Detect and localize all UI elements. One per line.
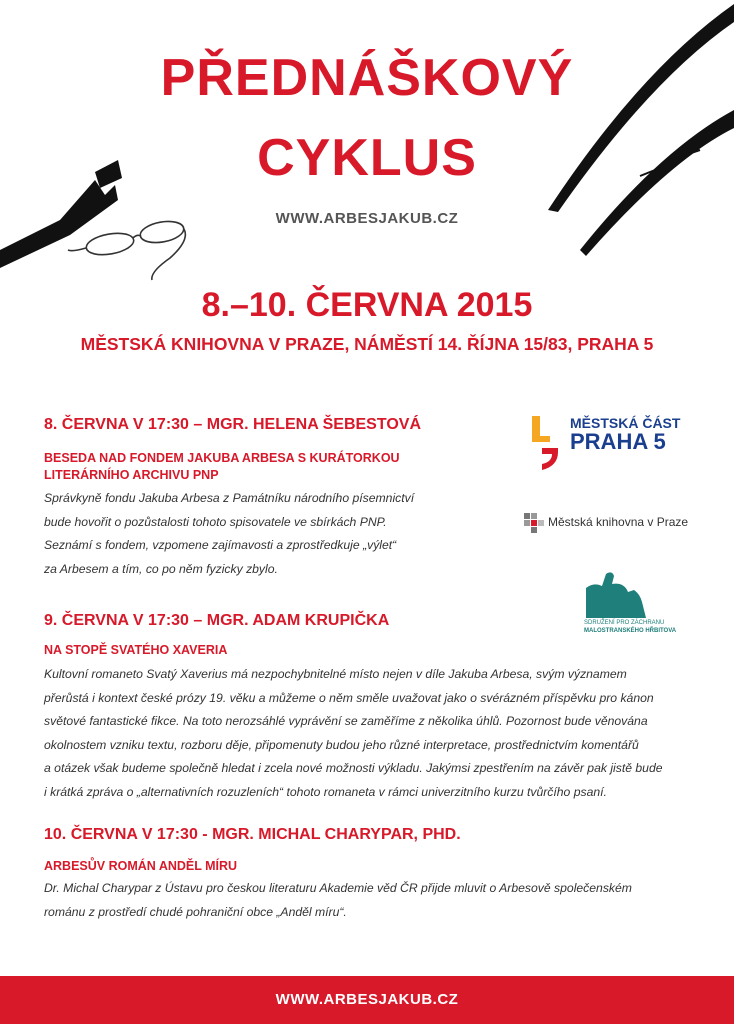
session-3-description [44,877,632,924]
description-line: světové fantastické fikce. Na toto nerozsáhlé vyprávění se zaměříme z několika úhlů. Pozornost bude věnována [44,714,648,728]
footer-website-link[interactable]: WWW.ARBESJAKUB.CZ [275,991,459,1008]
session-1-description [44,487,414,581]
description-line: i krátká zpráva o „alternativních rozuzleních“ tohoto romaneta v rámci univerzitního kurzu tvůrčího psaní. [44,784,607,799]
description-line: bude hovořit o pozůstalosti tohoto spisovatele ve sbírkách PNP. [44,514,387,529]
praha-5-logo [528,412,688,472]
session-2-subtitle: NA STOPĚ SVATÉHO XAVERIA [44,643,228,657]
description-line: přerůstá i kontext české prózy 19. věku a můžeme o něm směle uvažovat jako o svérázném příspěvku pro kánon [44,690,654,705]
description-line: za Arbesem a tím, co po něm fyzicky zbylo. [44,561,278,576]
description-line: Seznámí s fondem, vzpomene zajímavosti a zprostředkuje „výlet“ [44,538,397,552]
website-link[interactable]: WWW.ARBESJAKUB.CZ [275,210,459,227]
session-3-heading: 10. ČERVNA V 17:30 - MGR. MICHAL CHARYPAR, PHD. [44,826,461,843]
description-line: Správkyně fondu Jakuba Arbesa z Památníku národního písemnictví [44,491,415,505]
session-2-description [44,663,663,804]
description-line: Dr. Michal Charypar z Ústavu pro českou literaturu Akademie věd ČR přijde mluvit o Arbesově společenském [44,881,632,895]
session-1-subtitle-line-1: BESEDA NAD FONDEM JAKUBA ARBESA S KURÁTORKOU [44,451,400,465]
session-1-heading: 8. ČERVNA V 17:30 – MGR. HELENA ŠEBESTOVÁ [44,416,421,433]
description-line: románu z prostředí chudé pohraniční obce „Anděl míru“. [44,904,347,919]
session-2-heading: 9. ČERVNA V 17:30 – MGR. ADAM KRUPIČKA [44,612,390,629]
title-line-2: CYKLUS [257,129,477,187]
statue-icon [584,568,648,618]
praha-5-logo-line-2: PRAHA 5 [570,429,666,454]
praha-5-mark-icon [528,412,568,472]
title-line-1: PŘEDNÁŠKOVÝ [160,49,574,107]
session-1-subtitle-line-2: LITERÁRNÍHO ARCHIVU PNP [44,468,219,482]
cemetery-logo-line-1: SDRUŽENÍ PRO ZÁCHRANU [584,620,665,626]
library-name: Městská knihovna v Praze [548,515,689,529]
cemetery-logo-line-2: MALOSTRANSKÉHO HŘBITOVA [584,628,677,634]
library-mark-icon [524,513,544,533]
library-logo [524,512,714,534]
cemetery-association-logo [580,568,690,640]
event-dates: 8.–10. ČERVNA 2015 [201,286,533,324]
praha-5-logo-line-1: MĚSTSKÁ ČÁST [570,415,681,431]
description-line: Kultovní romaneto Svatý Xaverius má nezpochybnitelné místo nejen v díle Jakuba Arbesa, svým významem [44,667,627,681]
description-line: a otázek však budeme společně hledat i zcela nové možnosti výkladu. Jakýmsi zpestřením na závěr pak jistě bude [44,761,663,775]
event-venue: MĚSTSKÁ KNIHOVNA V PRAZE, NÁMĚSTÍ 14. ŘÍJNA 15/83, PRAHA 5 [80,334,654,354]
description-line: okolnostem vzniku textu, rozboru děje, připomenuty budou jeho různé interpretace, prostřednictvím komentářů [44,737,639,752]
session-3-subtitle: ARBESŮV ROMÁN ANDĚL MÍRU [44,859,238,873]
